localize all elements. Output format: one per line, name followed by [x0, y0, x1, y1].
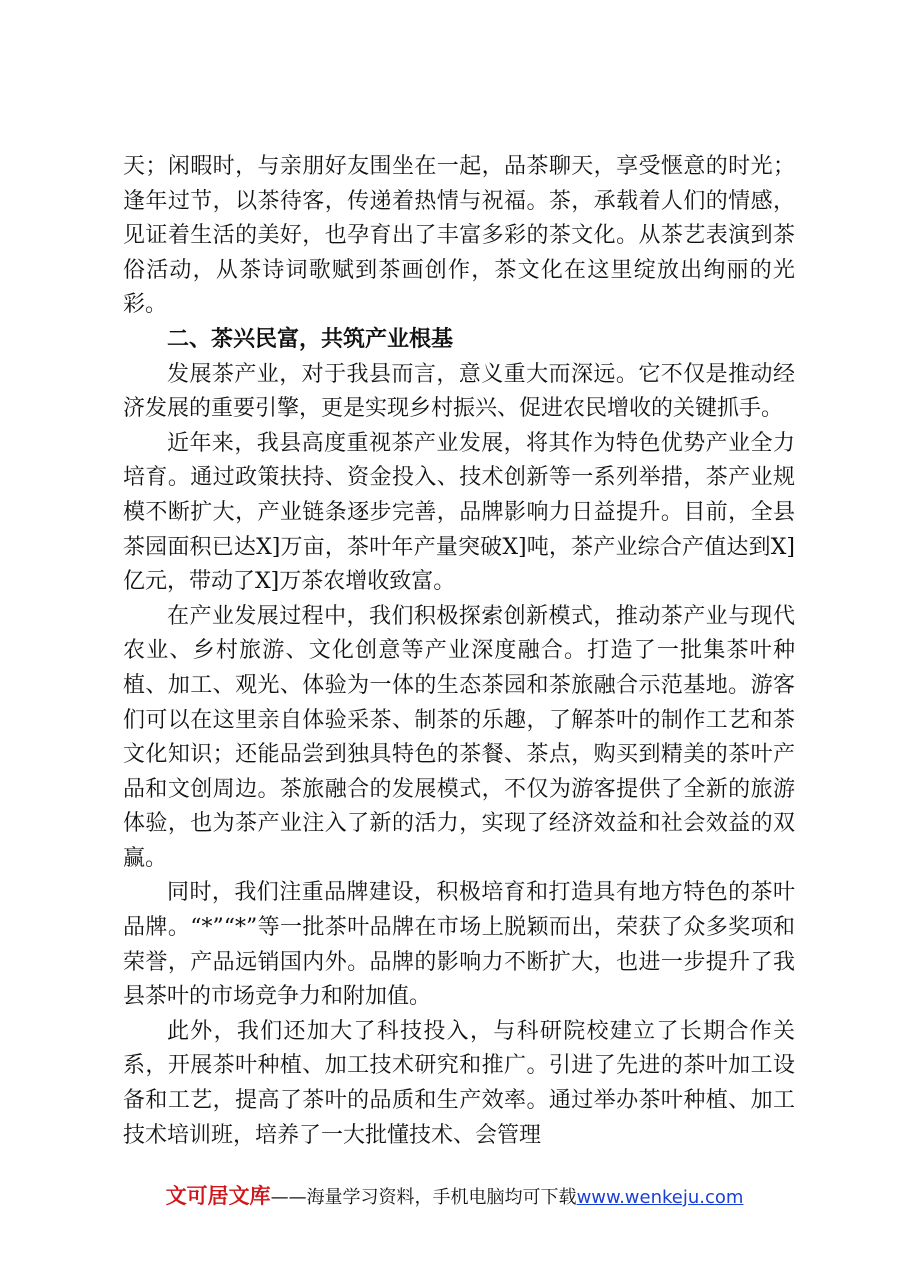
paragraph-1: 天；闲暇时，与亲朋好友围坐在一起，品茶聊天，享受惬意的时光；逢年过节，以茶待客，传递着热情与祝福。茶，承载着人们的情感，见证着生活的美好，也孕育出了丰富多彩的茶文化。从茶艺表演到茶俗活动，从茶诗词歌赋到茶画创作，茶文化在这里绽放出绚丽的光彩。 — [123, 154, 795, 318]
footer-link[interactable]: www.wenkeju.com — [576, 1187, 744, 1208]
section-heading-2: 二、茶兴民富，共筑产业根基 — [167, 326, 454, 352]
paragraph-6: 此外，我们还加大了科技投入，与科研院校建立了长期合作关系，开展茶叶种植、加工技术研究和推广。引进了先进的茶叶加工设备和工艺，提高了茶叶的品质和生产效率。通过举办茶叶种植、加工技术培训班，培养了一大批懂技术、会管理 — [123, 1018, 795, 1148]
paragraph-5: 同时，我们注重品牌建设，积极培育和打造具有地方特色的茶叶品牌。“*”“*”等一批茶叶品牌在市场上脱颖而出，荣获了众多奖项和荣誉，产品远销国内外。品牌的影响力不断扩大，也进一步提升了我县茶叶的市场竞争力和附加值。 — [123, 880, 795, 1010]
footer-banner — [0, 1180, 909, 1210]
paragraph-3: 近年来，我县高度重视茶产业发展，将其作为特色优势产业全力培育。通过政策扶持、资金投入、技术创新等一系列举措，茶产业规模不断扩大，产业链条逐步完善，品牌影响力日益提升。目前，全县茶园面积已达X]万亩，茶叶年产量突破X]吨，茶产业综合产值达到X]亿元，带动了X]万茶农增收致富。 — [123, 430, 795, 595]
footer-slogan: ——海量学习资料，手机电脑均可下载 — [270, 1187, 577, 1208]
paragraph-2: 发展茶产业，对于我县而言，意义重大而深远。它不仅是推动经济发展的重要引擎，更是实现乡村振兴、促进农民增收的关键抓手。 — [123, 361, 795, 422]
document-body — [123, 150, 795, 1153]
paragraph-4: 在产业发展过程中，我们积极探索创新模式，推动茶产业与现代农业、乡村旅游、文化创意等产业深度融合。打造了一批集茶叶种植、加工、观光、体验为一体的生态茶园和茶旅融合示范基地。游客们可以在这里亲自体验采茶、制茶的乐趣，了解茶叶的制作工艺和茶文化知识；还能品尝到独具特色的茶餐、茶点，购买到精美的茶叶产品和文创周边。茶旅融合的发展模式，不仅为游客提供了全新的旅游体验，也为茶产业注入了新的活力，实现了经济效益和社会效益的双赢。 — [123, 603, 795, 871]
footer-brand: 文可居文库 — [165, 1184, 271, 1208]
